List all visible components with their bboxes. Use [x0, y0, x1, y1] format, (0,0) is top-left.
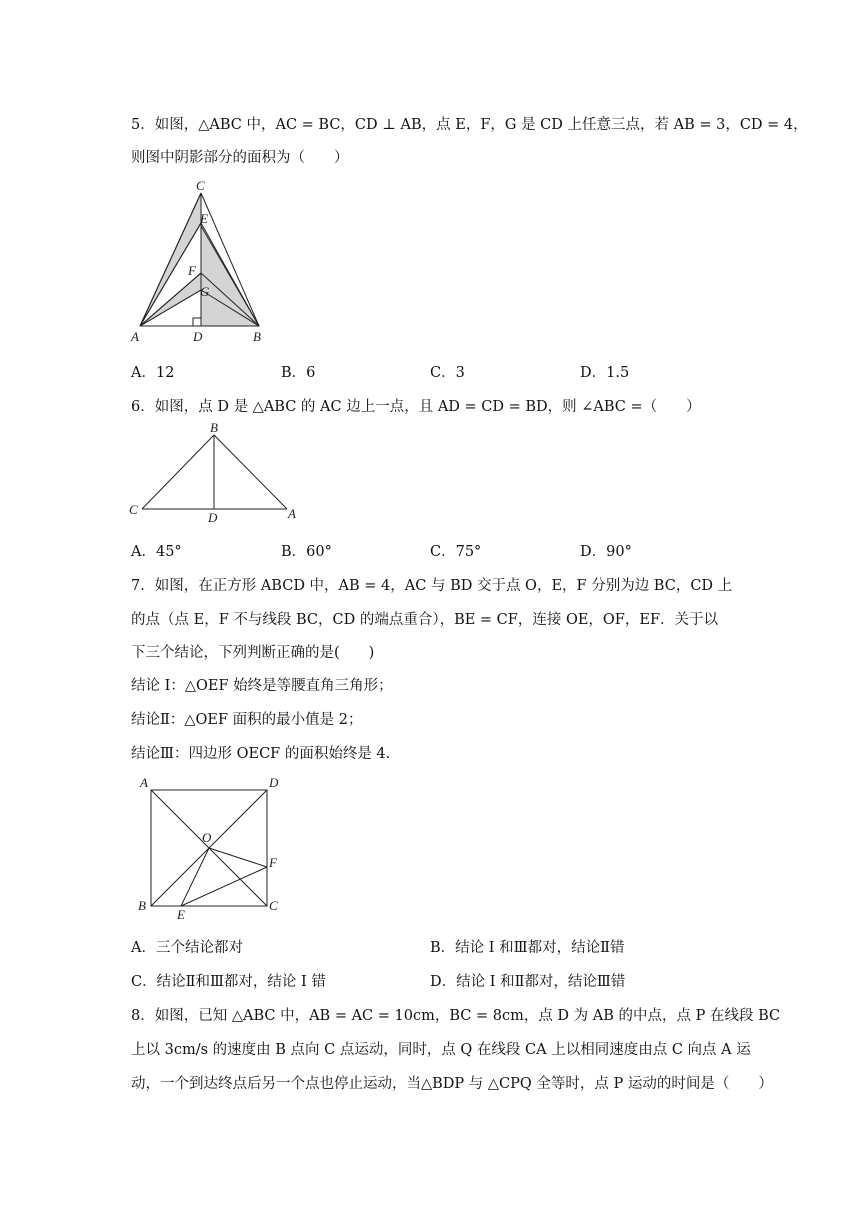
q7-option-b[interactable]: B．结论 I 和Ⅲ都对，结论Ⅱ错	[430, 940, 625, 956]
q8-line2: 上以 3cm/s 的速度由 B 点向 C 点运动，同时，点 Q 在线段 CA 上以相同速度由点 C 向点 A 运	[131, 1042, 751, 1058]
q5-figure	[125, 178, 275, 348]
q7-figure	[130, 770, 290, 920]
q7-label-e: E	[177, 907, 185, 920]
q6-label-a: A	[288, 506, 296, 521]
q6-label-c: C	[129, 502, 138, 517]
q6-label-d: D	[208, 510, 218, 525]
q5-label-a: A	[131, 329, 139, 344]
q7-option-d[interactable]: D．结论 I 和Ⅱ都对，结论Ⅲ错	[430, 974, 626, 990]
q7-conclusion-1: 结论 I：△OEF 始终是等腰直角三角形；	[131, 678, 393, 694]
q7-label-a: A	[140, 775, 148, 790]
q8-line3: 动，一个到达终点后另一个点也停止运动，当△BDP 与 △CPQ 全等时，点 P 运动的时间是（ ）	[131, 1076, 773, 1092]
q5-label-d: D	[193, 329, 203, 344]
q5-label-g: G	[200, 284, 210, 299]
q5-option-d[interactable]: D．1.5	[580, 365, 630, 381]
q7-line1: 7．如图，在正方形 ABCD 中，AB = 4，AC 与 BD 交于点 O，E，F 分别为边 BC，CD 上	[131, 578, 733, 594]
q7-conclusion-2: 结论Ⅱ：△OEF 面积的最小值是 2；	[131, 712, 363, 728]
q6-option-a[interactable]: A．45°	[131, 544, 182, 560]
q5-label-b: B	[253, 329, 261, 344]
q8-line1: 8．如图，已知 △ABC 中，AB = AC = 10cm，BC = 8cm，点 D 为 AB 的中点，点 P 在线段 BC	[131, 1008, 781, 1024]
q7-conclusion-3: 结论Ⅲ：四边形 OECF 的面积始终是 4．	[131, 746, 401, 762]
q7-option-c[interactable]: C．结论Ⅱ和Ⅲ都对，结论 I 错	[131, 974, 326, 990]
q7-label-b: B	[138, 898, 146, 913]
q5-option-c[interactable]: C．3	[430, 365, 465, 381]
q6-option-c[interactable]: C．75°	[430, 544, 482, 560]
q7-line2: 的点（点 E，F 不与线段 BC，CD 的端点重合），BE = CF，连接 OE，OF，EF．关于以	[131, 612, 719, 628]
q5-label-e: E	[200, 211, 208, 226]
q7-line3: 下三个结论，下列判断正确的是( )	[131, 645, 375, 661]
q5-label-c: C	[196, 178, 205, 193]
q5-label-f: F	[188, 263, 196, 278]
q6-figure	[125, 420, 305, 525]
q7-option-a[interactable]: A．三个结论都对	[131, 940, 243, 956]
q5-option-a[interactable]: A．12	[131, 365, 175, 381]
q7-label-f: F	[269, 855, 277, 870]
q5-line1: 5．如图，△ABC 中，AC = BC，CD ⊥ AB，点 E，F，G 是 CD 上任意三点，若 AB = 3，CD = 4，	[131, 117, 808, 133]
q6-option-b[interactable]: B．60°	[281, 544, 332, 560]
q6-line1: 6．如图，点 D 是 △ABC 的 AC 边上一点，且 AD = CD = BD，则 ∠ABC =（ ）	[131, 399, 701, 415]
q7-label-c: C	[269, 898, 278, 913]
q5-line2: 则图中阴影部分的面积为（ ）	[131, 150, 349, 166]
q5-option-b[interactable]: B．6	[281, 365, 316, 381]
q7-label-o: O	[202, 830, 212, 845]
q6-option-d[interactable]: D．90°	[580, 544, 632, 560]
q6-label-b: B	[210, 420, 218, 435]
q7-label-d: D	[269, 775, 279, 790]
